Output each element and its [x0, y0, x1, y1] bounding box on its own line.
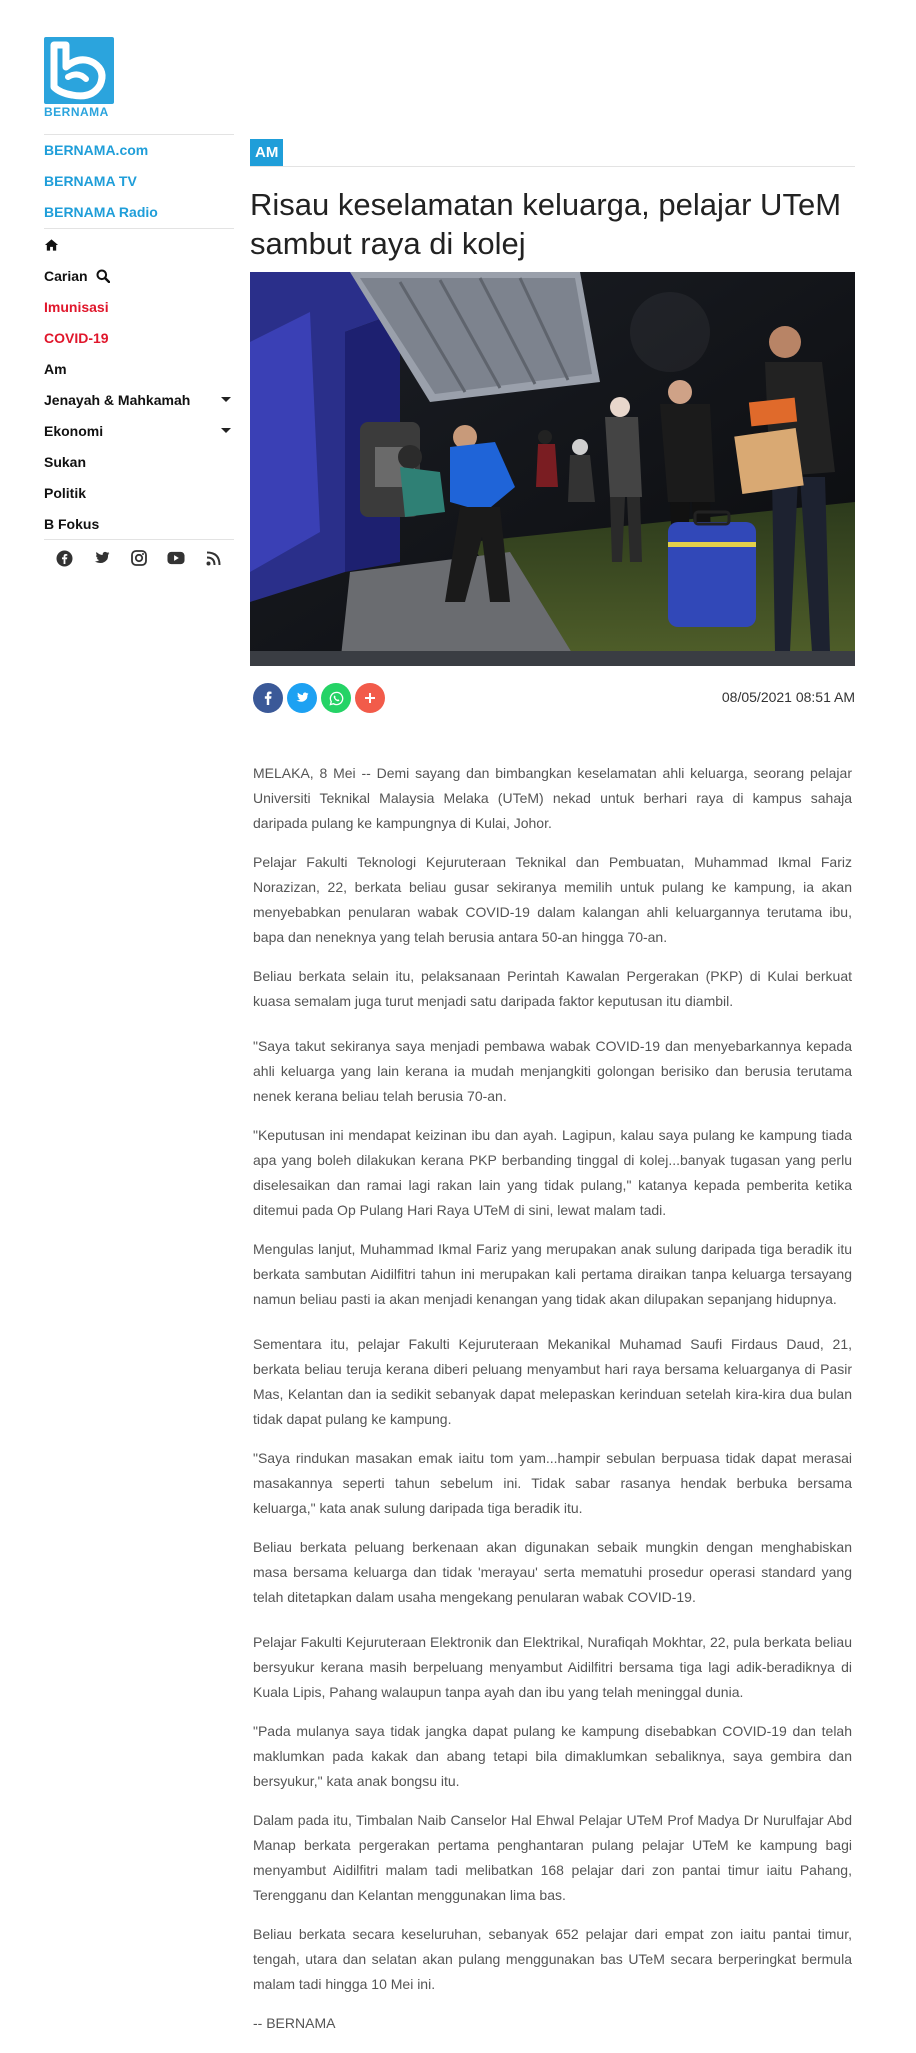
article-title: Risau keselamatan keluarga, pelajar UTeM sambut raya di kolej — [250, 187, 842, 261]
sidebar-nav — [44, 134, 234, 576]
search-icon — [96, 269, 110, 283]
article-photo — [250, 272, 855, 666]
sidebar-item-label: COVID-19 — [44, 329, 109, 346]
facebook-icon — [261, 691, 275, 705]
article-body — [250, 761, 855, 2036]
share-facebook-button[interactable] — [253, 683, 283, 713]
search-label: Carian — [44, 267, 88, 284]
caret-down-icon — [221, 428, 231, 433]
category-bar — [250, 138, 855, 167]
sidebar-item-search[interactable] — [44, 260, 234, 291]
sidebar-item-label: B Fokus — [44, 515, 100, 532]
article-paragraph: MELAKA, 8 Mei -- Demi sayang dan bimbangkan keselamatan ahli keluarga, seorang pelajar Universiti Teknikal Malaysia Melaka (UTeM) nekad untuk berhari raya di kampus sahaja daripada pulang ke kampungnya di Kulai, Johor. — [253, 765, 852, 831]
logo-mark — [44, 37, 114, 104]
sidebar-item-label: Ekonomi — [44, 422, 104, 439]
sidebar-item-ekonomi[interactable] — [44, 415, 234, 446]
article-paragraph: Pelajar Fakulti Teknologi Kejuruteraan Teknikal dan Pembuatan, Muhammad Ikmal Fariz Norazizan, 22, berkata beliau gusar sekiranya memilih untuk pulang ke kampung, ia akan menyebabkan penularan wabak COVID-19 dalam kalangan ahli keluargannya terutama ibu, bapa dan neneknya yang telah berusia antara 50-an hingga 70-an. — [253, 854, 852, 945]
sidebar-item-label: Jenayah & Mahkamah — [44, 391, 191, 408]
publish-datetime: 08/05/2021 08:51 AM — [721, 689, 855, 705]
social-links — [44, 540, 234, 576]
share-bar — [250, 682, 855, 714]
article-paragraph: "Pada mulanya saya tidak jangka dapat pulang ke kampung disebabkan COVID-19 dan telah maklumkan pada kakak dan abang tetapi bila dimaklumkan sebaliknya, saya gembira dan bersyukur," kata anak bongsu itu. — [253, 1723, 852, 1789]
sidebar-item-covid19[interactable] — [44, 322, 234, 353]
sidebar-item-label: Politik — [44, 484, 87, 501]
caret-down-icon — [221, 397, 231, 402]
sidebar-item-jenayah-mahkamah[interactable] — [44, 384, 234, 415]
article-paragraph: Pelajar Fakulti Kejuruteraan Elektronik dan Elektrikal, Nurafiqah Mokhtar, 22, pula berkata beliau bersyukur kerana masih berpeluang menyambut Aidilfitri bersama tiga lagi adik-beradiknya di Kuala Lipis, Pahang walaupun tanpa ayah dan ibu yang telah meninggal dunia. — [253, 1634, 852, 1700]
youtube-icon[interactable] — [167, 549, 185, 567]
sidebar-link-bernama-tv[interactable]: BERNAMA TV — [44, 173, 137, 189]
article-paragraph: Sementara itu, pelajar Fakulti Kejuruteraan Mekanikal Muhamad Saufi Firdaus Daud, 21, berkata beliau teruja kerana diberi peluang menyambut hari raya bersama keluarganya di Pasir Mas, Kelantan dan ia sedikit sebanyak dapat melepaskan kerinduan setelah kira-kira dua bulan tidak dapat pulang ke kampung. — [253, 1336, 852, 1427]
article — [250, 138, 855, 2050]
rss-icon[interactable] — [204, 549, 222, 567]
sidebar-item-label: Sukan — [44, 453, 87, 470]
photo-caption-bar — [250, 651, 855, 666]
sidebar-item-politik[interactable] — [44, 477, 234, 508]
sidebar-item-b-fokus[interactable] — [44, 508, 234, 539]
sidebar-item-imunisasi[interactable] — [44, 291, 234, 322]
article-paragraph: Dalam pada itu, Timbalan Naib Canselor Hal Ehwal Pelajar UTeM Prof Madya Dr Nurulfajar Abd Manap berkata pergerakan pertama penghantaran pulang pelajar UTeM ke kampung bagi menyambut Aidilfitri malam tadi melibatkan 168 pelajar dari zon pantai timur iaitu Pahang, Terengganu dan Kelantan menggunakan lima bas. — [253, 1812, 852, 1903]
facebook-icon[interactable] — [56, 549, 74, 567]
article-paragraph: "Saya takut sekiranya saya menjadi pembawa wabak COVID-19 dan menyebarkannya kepada ahli keluarga yang lain kerana ia mudah menjangkiti golongan berisiko dan berusia terutama nenek kerana beliau telah berusia 70-an. — [253, 1038, 852, 1104]
article-paragraph: Beliau berkata selain itu, pelaksanaan Perintah Kawalan Pergerakan (PKP) di Kulai berkuat kuasa semalam juga turut menjadi satu daripada faktor keputusan itu diambil. — [253, 968, 852, 1009]
logo-wordmark: BERNAMA — [44, 105, 109, 119]
article-paragraph: Beliau berkata peluang berkenaan akan digunakan sebaik mungkin dengan menghabiskan masa bersama keluarga dan tidak 'merayau' serta mematuhi prosedur operasi standard yang telah ditetapkan dalam usaha mengekang penularan wabak COVID-19. — [253, 1539, 852, 1605]
sidebar-link-bernama-com[interactable]: BERNAMA.com — [44, 142, 149, 158]
share-whatsapp-button[interactable] — [321, 683, 351, 713]
article-byline: -- BERNAMA — [253, 2015, 336, 2031]
category-badge[interactable]: AM — [250, 139, 283, 166]
twitter-icon — [295, 692, 309, 704]
sidebar-item-am[interactable] — [44, 353, 234, 384]
sidebar-item-home[interactable] — [44, 229, 234, 260]
plus-icon — [364, 692, 376, 704]
sidebar-item-label: Am — [44, 360, 67, 377]
sidebar-item-sukan[interactable] — [44, 446, 234, 477]
sidebar-item-label: Imunisasi — [44, 298, 109, 315]
article-paragraph: "Saya rindukan masakan emak iaitu tom yam...hampir sebulan berpuasa tidak dapat merasai masakannya seperti tahun sebelum ini. Tidak sabar rasanya hendak berbuka bersama keluarga," kata anak sulung daripada tiga beradik itu. — [253, 1450, 852, 1516]
article-paragraph: Beliau berkata secara keseluruhan, sebanyak 652 pelajar dari empat zon iaitu pantai timur, tengah, utara dan selatan akan pulang menggunakan bas UTeM secara berperingkat bermula malam tadi hingga 10 Mei ini. — [253, 1926, 852, 1992]
bernama-logo[interactable] — [44, 37, 114, 119]
article-paragraph: "Keputusan ini mendapat keizinan ibu dan ayah. Lagipun, kalau saya pulang ke kampung tiada apa yang boleh dilakukan kerana PKP berbanding tinggal di kolej...banyak tugasan yang perlu diselesaikan dan ramai lagi rakan lain yang tidak pulang," katanya kepada pemberita ketika ditemui pada Op Pulang Hari Raya UTeM di sini, lewat malam tadi. — [253, 1127, 852, 1218]
instagram-icon[interactable] — [130, 549, 148, 567]
article-paragraph: Mengulas lanjut, Muhammad Ikmal Fariz yang merupakan anak sulung daripada tiga beradik itu berkata sambutan Aidilfitri tahun ini merupakan kali pertama diraikan tanpa keluarga tersayang namun beliau pasti ia akan menjadi kenangan yang tidak akan dilupakan sepanjang hidupnya. — [253, 1241, 852, 1307]
share-twitter-button[interactable] — [287, 683, 317, 713]
share-more-button[interactable] — [355, 683, 385, 713]
whatsapp-icon — [329, 691, 344, 706]
home-icon — [44, 238, 59, 252]
sidebar-link-bernama-radio[interactable]: BERNAMA Radio — [44, 204, 158, 220]
twitter-icon[interactable] — [93, 549, 111, 567]
